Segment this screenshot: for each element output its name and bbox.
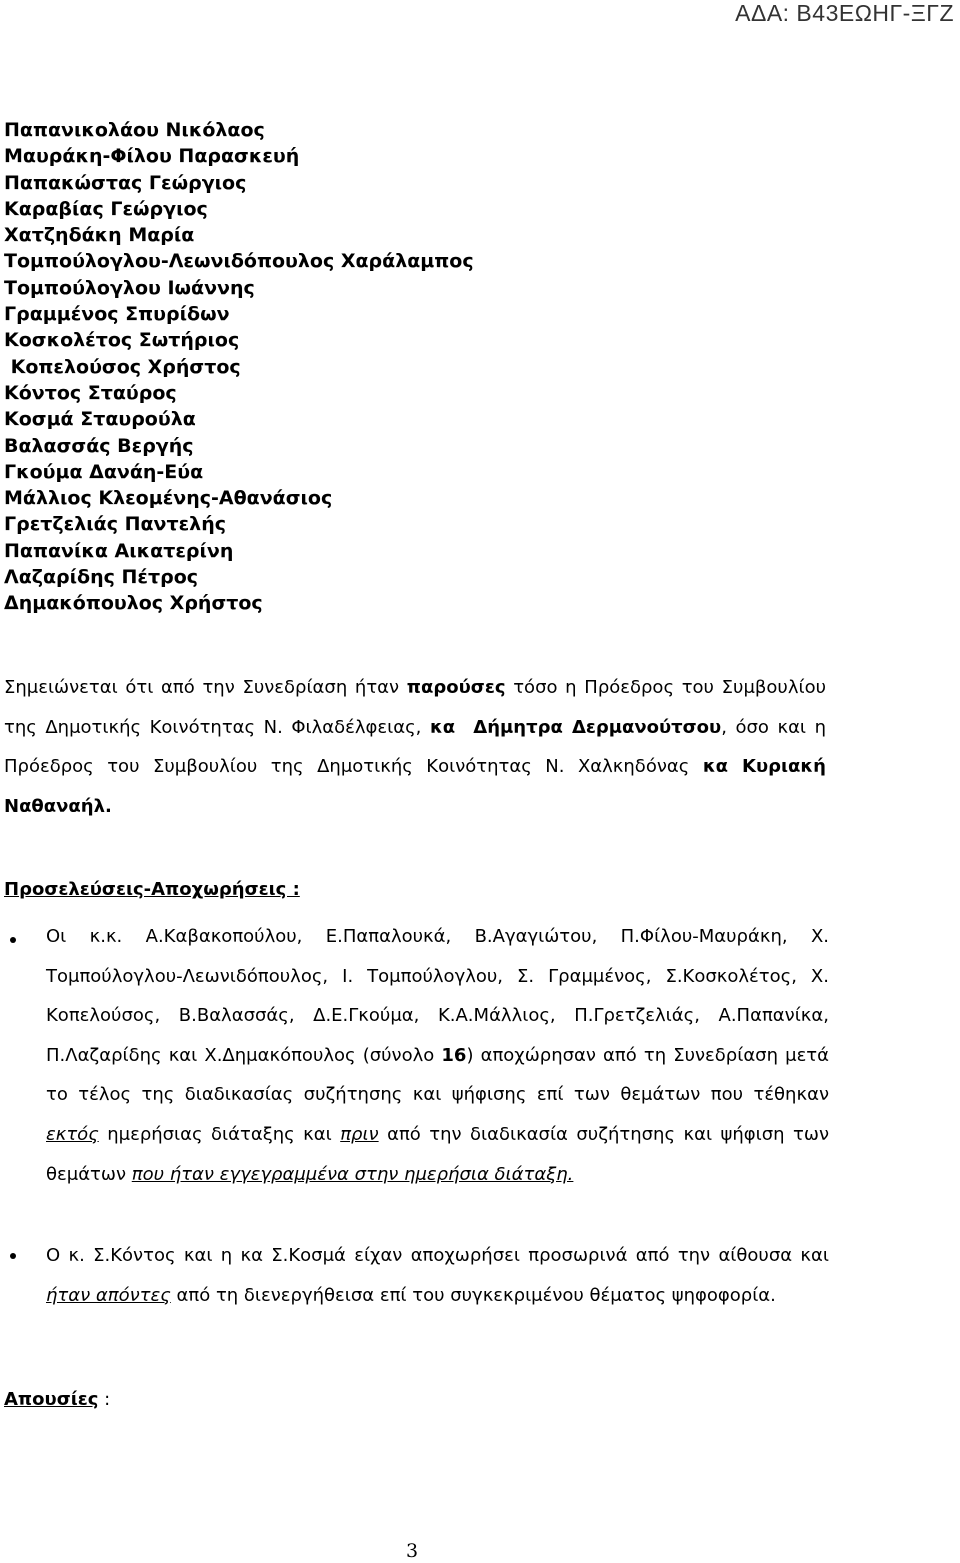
attendee-name: Χατζηδάκη Μαρία [4, 224, 195, 247]
departures-text: ) αποχώρησαν από τη Συνεδρίαση μετά το τέλος της διαδικασίας συζήτησης και ψήφισης επί των θεμάτων που τέθηκαν [46, 1044, 829, 1106]
attendee-name: Κοπελούσος Χρήστος [4, 355, 241, 378]
attendee-name: Γραμμένος Σπυρίδων [4, 303, 230, 326]
attendee-name: Τομπούλογλου-Λεωνιδόπουλος Χαράλαμπος [4, 250, 474, 273]
absence-text: από τη διενεργήθεισα επί του συγκεκριμένου θέματος ψηφοφορία. [170, 1284, 776, 1306]
attendee-name: Κοσμά Σταυρούλα [4, 408, 196, 431]
president-name-chalkidona: κα Κυριακή Ναθαναήλ. [4, 756, 826, 817]
arrivals-departures-heading: Προσελεύσεις-Αποχωρήσεις : [4, 879, 300, 900]
attendee-name: Παπακώστας Γεώργιος [4, 171, 247, 194]
departures-text: Οι κ.κ. Α.Καβακοπούλου, Ε.Παπαλουκά, Β.Αγαγιώτου, Π.Φίλου-Μαυράκη, Χ. Τομπούλογλου-Λεωνιδόπουλος, Ι. Τομπούλογλου, Σ. Γραμμένος, Σ.Κοσκολέτος, Χ. Κοπελούσος, Β.Βαλασσάς, Δ.Ε.Γκούμα, Κ.Α.Μάλλιος, Π.Γρετζελιάς, Α.Παπανίκα, Π.Λαζαρίδης και Χ.Δημακόπουλος (σύνολο [46, 926, 829, 1066]
departures-text: ημερήσιας διάταξης και [98, 1123, 341, 1145]
attendee-name: Παπανίκα Αικατερίνη [4, 539, 234, 562]
departures-count: 16 [441, 1044, 467, 1066]
departures-italic: πριν [340, 1123, 379, 1145]
presence-paragraph [4, 668, 826, 826]
attendee-name: Μάλλιος Κλεομένης-Αθανάσιος [4, 487, 333, 510]
page-number: 3 [406, 1540, 419, 1562]
attendee-name: Τομπούλογλου Ιωάννης [4, 276, 255, 299]
bullet-icon [10, 1253, 16, 1259]
absences-label: Απουσίες [4, 1389, 99, 1410]
absence-italic: ήταν απόντες [46, 1284, 171, 1306]
absences-colon: : [98, 1389, 111, 1410]
attendee-name: Παπανικολάου Νικόλαος [4, 119, 265, 141]
presence-text: Σημειώνεται ότι από την Συνεδρίαση ήταν [4, 677, 407, 698]
departures-italic: που ήταν εγγεγραμμένα στην ημερήσια διάταξη. [131, 1163, 574, 1185]
attendee-list [4, 117, 474, 617]
attendee-name: Γκούμα Δανάη-Εύα [4, 460, 204, 483]
president-name-filadelfeia: κα Δήμητρα Δερμανούτσου [429, 716, 722, 738]
ada-code: ΑΔΑ: Β43ΕΩΗΓ-ΞΓΖ [735, 0, 954, 26]
attendee-name: Κοσκολέτος Σωτήριος [4, 329, 240, 352]
departures-italic: εκτός [46, 1123, 99, 1145]
absence-text: Ο κ. Σ.Κόντος και η κα Σ.Κοσμά είχαν αποχωρήσει προσωρινά από την αίθουσα και [46, 1245, 829, 1266]
attendee-name: Γρετζελιάς Παντελής [4, 513, 226, 536]
presence-bold: παρούσες [406, 677, 506, 698]
attendee-name: Κόντος Σταύρος [4, 381, 177, 404]
absences-heading [4, 1388, 110, 1412]
departures-text: από την διαδικασία συζήτησης και ψήφιση των θεμάτων [46, 1123, 830, 1185]
attendee-name: Καραβίας Γεώργιος [4, 197, 208, 220]
attendee-name: Βαλασσάς Βεργής [4, 434, 194, 457]
temporary-absence-bullet [46, 1236, 829, 1315]
attendee-name: Δημακόπουλος Χρήστος [4, 592, 263, 615]
presence-text: , όσο και η Πρόεδρος του Συμβουλίου της Δημοτικής Κοινότητας Ν. Χαλκηδόνας [4, 716, 826, 777]
bullet-icon [10, 937, 16, 943]
presence-text: τόσο η Πρόεδρος του Συμβουλίου της Δημοτικής Κοινότητας Ν. Φιλαδέλφειας, [4, 677, 826, 738]
departures-bullet [46, 917, 829, 1194]
attendee-name: Λαζαρίδης Πέτρος [4, 566, 199, 589]
attendee-name: Μαυράκη-Φίλου Παρασκευή [4, 145, 300, 168]
